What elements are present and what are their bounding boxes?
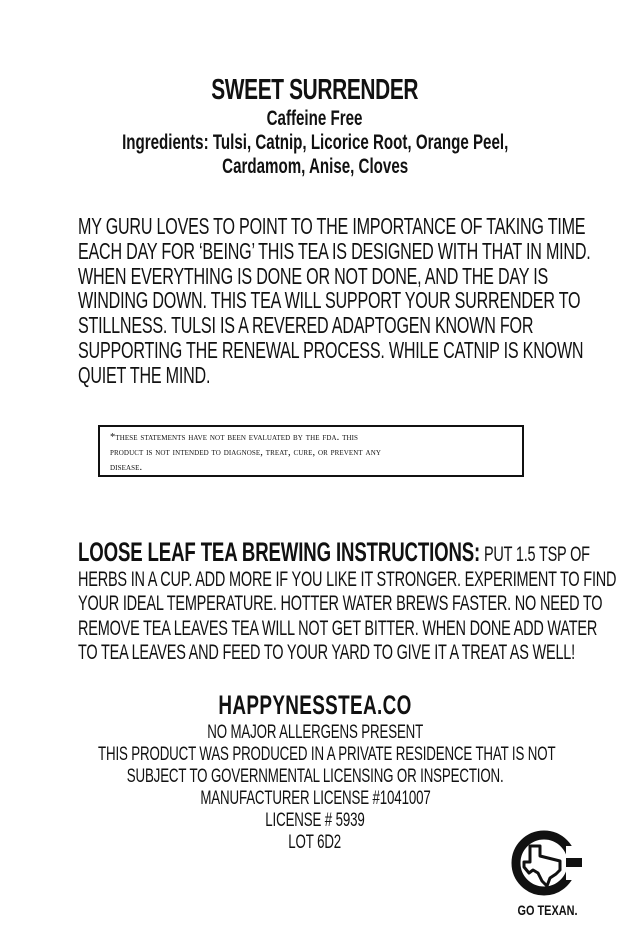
brewing-line: YOUR IDEAL TEMPERATURE. HOTTER WATER BREWS FASTER. NO NEED TO [78, 592, 603, 615]
disclaimer-line: *these statements have not been evaluated by the fda. this [110, 432, 359, 443]
residence-statement-line-1: THIS PRODUCT WAS PRODUCED IN A PRIVATE RESIDENCE THAT IS NOT [98, 744, 556, 765]
brand-website: HAPPYNESSTEA.CO [218, 690, 412, 720]
description-line: EACH DAY FOR ‘BEING’ THIS TEA IS DESIGNED WITH THAT IN MIND. [78, 237, 591, 264]
ingredients-line-1: Ingredients: Tulsi, Catnip, Licorice Root, Orange Peel, [121, 131, 509, 154]
go-texan-label: GO TEXAN. [517, 902, 579, 918]
product-header [0, 74, 630, 179]
description-line: WINDING DOWN. THIS TEA WILL SUPPORT YOUR SURRENDER TO [78, 287, 581, 314]
brewing-line: REMOVE TEA LEAVES TEA WILL NOT GET BITTER. WHEN DONE ADD WATER [78, 616, 598, 640]
brewing-instructions [78, 537, 617, 666]
description-line: WHEN EVERYTHING IS DONE OR NOT DONE, AND THE DAY IS [78, 262, 548, 289]
manufacturer-license: MANUFACTURER LICENSE #1041007 [199, 788, 431, 809]
description-line: MY GURU LOVES TO POINT TO THE IMPORTANCE OF TAKING TIME [78, 213, 586, 239]
ingredients-line-2: Cardamom, Anise, Cloves [222, 155, 408, 178]
product-description [78, 213, 591, 388]
lot-number: LOT 6D2 [288, 832, 342, 853]
brewing-line: PUT 1.5 TSP OF [483, 543, 590, 566]
disclaimer-line: product is not intended to diagnose, treat, cure, or prevent any [110, 447, 382, 458]
caffeine-label: Caffeine Free [267, 107, 363, 130]
residence-statement-line-2: SUBJECT TO GOVERNMENTAL LICENSING OR INSPECTION. [126, 766, 504, 787]
fda-disclaimer-box [98, 425, 524, 477]
description-line: STILLNESS. TULSI IS A REVERED ADAPTOGEN KNOWN FOR [78, 312, 534, 339]
brewing-heading: LOOSE LEAF TEA BREWING INSTRUCTIONS: [78, 537, 481, 567]
disclaimer-line: disease. [110, 462, 143, 473]
allergen-statement: NO MAJOR ALLERGENS PRESENT [207, 722, 423, 743]
product-title: SWEET SURRENDER [211, 74, 419, 106]
go-texan-logo [508, 826, 588, 926]
brewing-line: TO TEA LEAVES AND FEED TO YOUR YARD TO GIVE IT A TREAT AS WELL! [78, 641, 575, 664]
go-texan-icon [508, 826, 588, 902]
description-line: QUIET THE MIND. [78, 361, 211, 388]
brewing-line: HERBS IN A CUP. ADD MORE IF YOU LIKE IT STRONGER. EXPERIMENT TO FIND [78, 567, 617, 591]
description-line: SUPPORTING THE RENEWAL PROCESS. WHILE CATNIP IS KNOWN [78, 336, 584, 363]
license-number: LICENSE # 5939 [265, 810, 365, 831]
